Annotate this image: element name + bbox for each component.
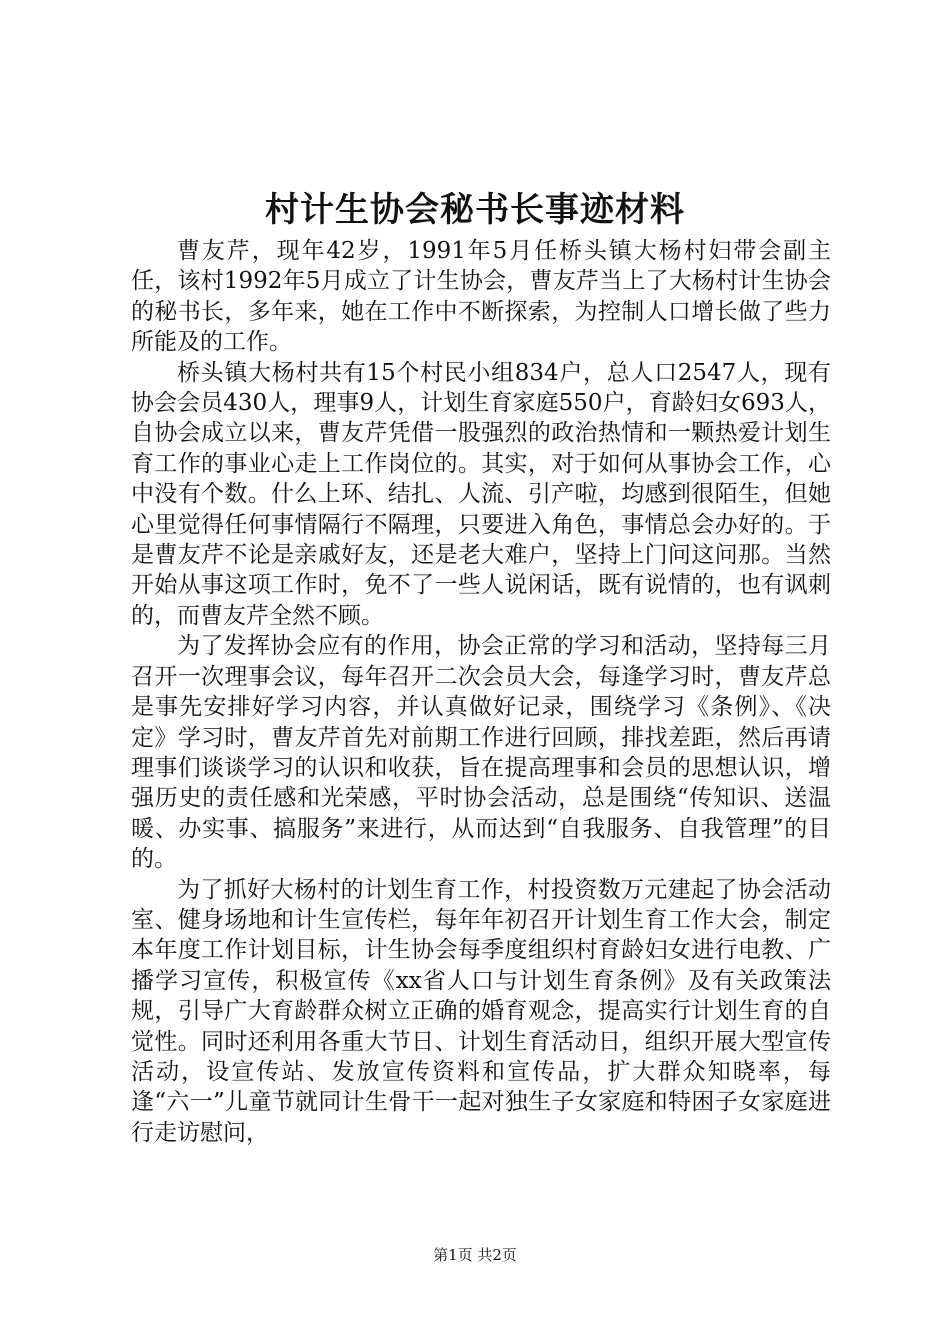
paragraph-4: 为了抓好大杨村的计划生育工作，村投资数万元建起了协会活动室、健身场地和计生宣传栏，每年年初召开计划生育工作大会，制定本年度工作计划目标，计生协会每季度组织村育龄妇女进行电教、广播学习宣传，积极宣传《xx省人口与计划生育条例》及有关政策法规，引导广大育龄群众树立正确的婚育观念，提高实行计划生育的自觉性。同时还利用各重大节日、计划生育活动日，组织开展大型宣传活动，设宣传站、发放宣传资料和宣传品，扩大群众知晓率，每逢“六一”儿童节就同计生骨干一起对独生子女家庭和特困子女家庭进行走访慰问， — [131, 876, 831, 1146]
page-number-footer: 第1页 共2页 — [433, 1246, 517, 1264]
paragraph-2: 桥头镇大杨村共有15个村民小组834户，总人口2547人，现有协会会员430人，理事9人，计划生育家庭550户，育龄妇女693人，自协会成立以来，曹友芹凭借一股强烈的政治热情和一颗热爱计划生育工作的事业心走上工作岗位的。其实，对于如何从事协会工作，心中没有个数。什么上环、结扎、人流、引产啦，均感到很陌生，但她心里觉得任何事情隔行不隔理，只要进入角色，事情总会办好的。于是曹友芹不论是亲戚好友，还是老大难户，坚持上门问这问那。当然开始从事这项工作时，免不了一些人说闲话，既有说情的，也有讽刺的，而曹友芹全然不顾。 — [131, 359, 831, 629]
paragraph-3: 为了发挥协会应有的作用，协会正常的学习和活动，坚持每三月召开一次理事会议，每年召开二次会员大会，每逢学习时，曹友芹总是事先安排好学习内容，并认真做好记录，围绕学习《条例》、《决定》学习时，曹友芹首先对前期工作进行回顾，排找差距，然后再请理事们谈谈学习的认识和收获，旨在提高理事和会员的思想认识，增强历史的责任感和光荣感，平时协会活动，总是围绕“传知识、送温暖、办实事、搞服务”来进行，从而达到“自我服务、自我管理”的目的。 — [131, 633, 831, 873]
document-title: 村计生协会秘书长事迹材料 — [265, 190, 685, 230]
document-body — [131, 236, 831, 1148]
paragraph-1: 曹友芹，现年42岁，1991年5月任桥头镇大杨村妇带会副主任，该村1992年5月成立了计生协会，曹友芹当上了大杨村计生协会的秘书长，多年来，她在工作中不断探索，为控制人口增长做了些力所能及的工作。 — [131, 238, 831, 356]
